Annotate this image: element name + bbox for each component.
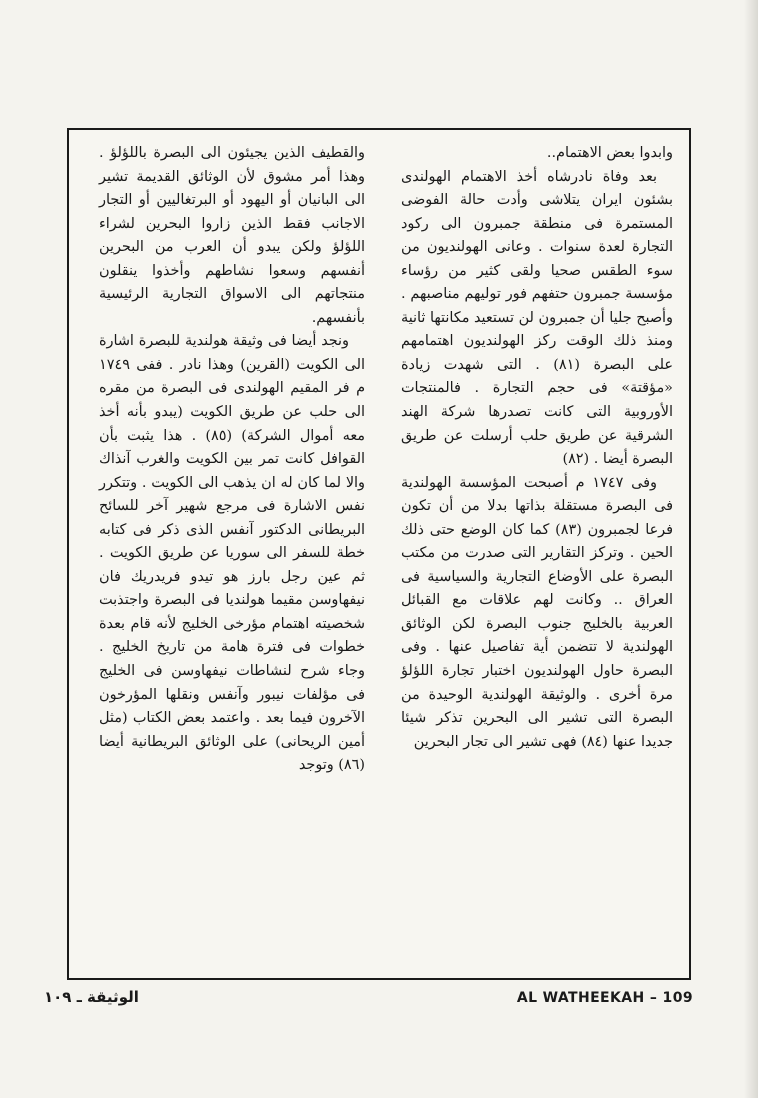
text-frame xyxy=(67,128,691,980)
right-column xyxy=(401,142,673,754)
paragraph: وفى ١٧٤٧ م أصبحت المؤسسة الهولندية فى البصرة مستقلة بذاتها بدلا من أن تكون فرعا لجمبرون (٨٣) كما كان الوضع حتى ذلك الحين . وتركز التقارير التى صدرت من مكتب البصرة على الأوضاع التجارية والسياسية فى العراق .. وكانت لهم علاقات مع القبائل العربية بالخليج جنوب البصرة لكن الوثائق الهولندية لا تتضمن أية تفاصيل عنها . وفى البصرة حاول الهولنديون اختبار تجارة اللؤلؤ مرة أخرى . والوثيقة الهولندية الوحيدة من البصرة التى تشير الى البحرين تذكر شيئا جديدا عنها (٨٤) فهى تشير الى تجار البحرين xyxy=(401,474,673,750)
page-footer xyxy=(44,990,693,1014)
paragraph: بعد وفاة نادرشاه أخذ الاهتمام الهولندى بشئون ايران يتلاشى وأدت حالة الفوضى المستمرة فى منطقة جمبرون الى ركود التجارة لعدة سنوات . وعانى الهولنديون من سوء الطقس صحيا ولقى كثير من رؤساء مؤسسة جمبرون حتفهم فور توليهم مناصبهم . وأصبح جليا أن جمبرون لن تستعيد مكانتها ثانية ومنذ ذلك الوقت ركز الهولنديون اهتمامهم على البصرة (٨١) . التى شهدت زيادة «مؤقتة» فى حجم التجارة . فالمنتجات الأوروبية التى كانت تصدرها شركة الهند الشرقية عن طريق حلب أرسلت عن طريق البصرة أيضا . (٨٢) xyxy=(400,168,673,468)
left-column xyxy=(99,142,365,778)
footer-arabic-title: الوثيقة ـ ١٠٩ xyxy=(44,988,139,1006)
paragraph: وابدوا بعض الاهتمام.. xyxy=(546,145,673,161)
paragraph: والقطيف الذين يجيئون الى البصرة باللؤلؤ . وهذا أمر مشوق لأن الوثائق القديمة تشير الى البانيان أو اليهود أو البرتغاليين أو التجار الاجانب فقط الذين زاروا البحرين لشراء اللؤلؤ ولكن يبدو أن العرب من البحرين أنفسهم وسعوا نشاطهم وأخذوا ينقلون منتجاتهم الى الاسواق التجارية الرئيسية بأنفسهم. xyxy=(99,145,365,326)
footer-english-title: AL WATHEEKAH – 109 xyxy=(516,990,693,1006)
paragraph: ونجد أيضا فى وثيقة هولندية للبصرة اشارة الى الكويت (القرين) وهذا نادر . ففى ١٧٤٩ م فر المقيم الهولندى فى البصرة من مقره الى حلب عن طريق الكويت (يبدو بأنه أخذ معه أموال الشركة) (٨٥) . هذا يثبت بأن القوافل كانت تمر بين الكويت والغرب آنذاك والا لما كان له ان يذهب الى الكويت . وتتكرر نفس الاشارة فى مرجع شهير آخر للسائح البريطانى الدكتور آنفس الذى ذكر فى كتابه خطة للسفر الى سوريا عن طريق الكويت . ثم عين رجل بارز هو تيدو فريدريك فان نيفهاوسن مقيما هولنديا فى البصرة واجتذبت شخصيته اهتمام مؤرخى الخليج لأنه قام بعدة خطوات فى فترة هامة من تاريخ الخليج . وجاء شرح لنشاطات نيفهاوسن فى الخليج فى مؤلفات نيبور وآنفس ونقلها المؤرخون الآخرون فيما بعد . واعتمد بعض الكتاب (مثل أمين الريحانى) على الوثائق البريطانية أيضا (٨٦) وتوجد xyxy=(99,333,365,774)
page-edge-shadow xyxy=(744,0,758,1098)
